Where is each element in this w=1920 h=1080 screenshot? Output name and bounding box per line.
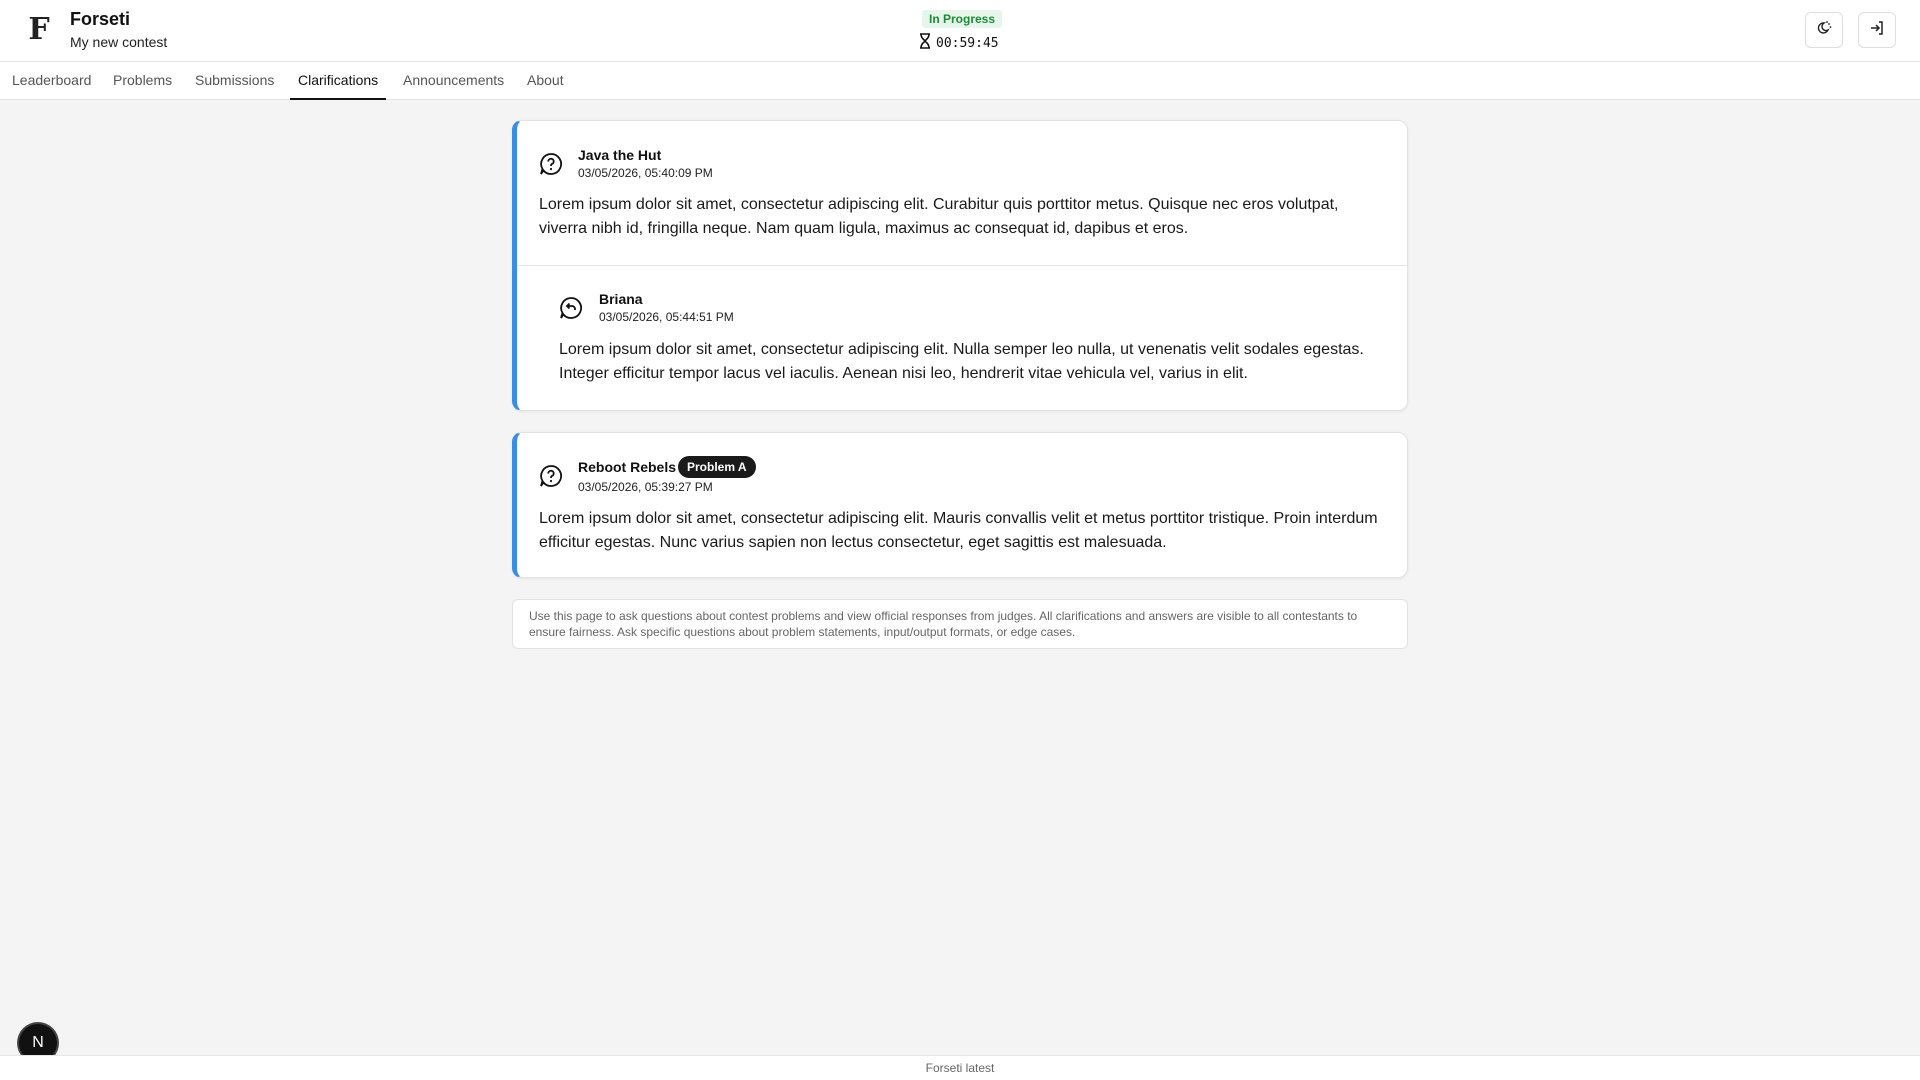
clarification-author: Java the Hut (578, 147, 662, 163)
tab-about[interactable]: About (527, 72, 564, 88)
contest-timer (919, 34, 999, 52)
question-icon (539, 152, 563, 181)
app-title: Forseti (70, 9, 131, 29)
n-icon: N (32, 1034, 44, 1051)
divider (517, 265, 1407, 266)
theme-toggle-icon (1816, 20, 1832, 41)
timer-value: 00:59:45 (936, 35, 999, 51)
clarifications-info: Use this page to ask questions about contest problems and view official responses from judges. All clarifications and answers are visible to all contestants to ensure fairness. Ask specific questions about problem statements, input/output formats, or edge cases. (512, 599, 1408, 649)
footer (0, 1055, 1920, 1080)
contest-name: My new contest (70, 34, 168, 50)
theme-toggle-button[interactable] (1805, 12, 1843, 48)
clarification-date: 03/05/2026, 05:39:27 PM (578, 480, 713, 494)
footer-version: Forseti latest (925, 1061, 995, 1075)
answer-author: Briana (599, 291, 643, 307)
tab-clarifications[interactable]: Clarifications (290, 62, 386, 100)
hourglass-icon (919, 33, 931, 54)
clarification-text: Lorem ipsum dolor sit amet, consectetur adipiscing elit. Curabitur quis porttitor metus. Quisque nec eros volutpat, viverra nibh id, fringilla neque. Nam quam ligula, maximus ac consequat id, dapibus et eros. (539, 196, 1339, 237)
problem-badge[interactable]: Problem A (678, 456, 756, 478)
question-icon (539, 464, 563, 493)
clarification-card (512, 432, 1408, 578)
tab-announcements[interactable]: Announcements (403, 72, 505, 88)
nav-tabs (0, 62, 1920, 100)
tab-leaderboard[interactable]: Leaderboard (12, 72, 92, 88)
login-button[interactable] (1858, 12, 1896, 48)
clarification-author: Reboot Rebels (578, 459, 677, 475)
tab-submissions[interactable]: Submissions (195, 72, 275, 88)
tab-problems[interactable]: Problems (113, 72, 173, 88)
app-header (0, 0, 1920, 62)
reply-icon (559, 296, 583, 325)
login-icon (1869, 20, 1885, 41)
forseti-logo: F (28, 12, 50, 47)
clarification-date: 03/05/2026, 05:40:09 PM (578, 166, 713, 180)
status-badge: In Progress (922, 10, 1002, 28)
answer-date: 03/05/2026, 05:44:51 PM (599, 310, 734, 324)
clarification-card (512, 120, 1408, 411)
answer-text: Lorem ipsum dolor sit amet, consectetur adipiscing elit. Nulla semper leo nulla, ut venenatis velit sodales egestas. Integer efficitur tempor lacus vel iaculis. Aenean nisi leo, hendrerit vitae vehicula vel, varius in elit. (559, 341, 1364, 382)
clarification-text: Lorem ipsum dolor sit amet, consectetur adipiscing elit. Mauris convallis velit et metus porttitor tristique. Proin interdum efficitur egestas. Nunc varius sapien non lectus consectetur, eget sagittis est malesuada. (539, 510, 1378, 551)
